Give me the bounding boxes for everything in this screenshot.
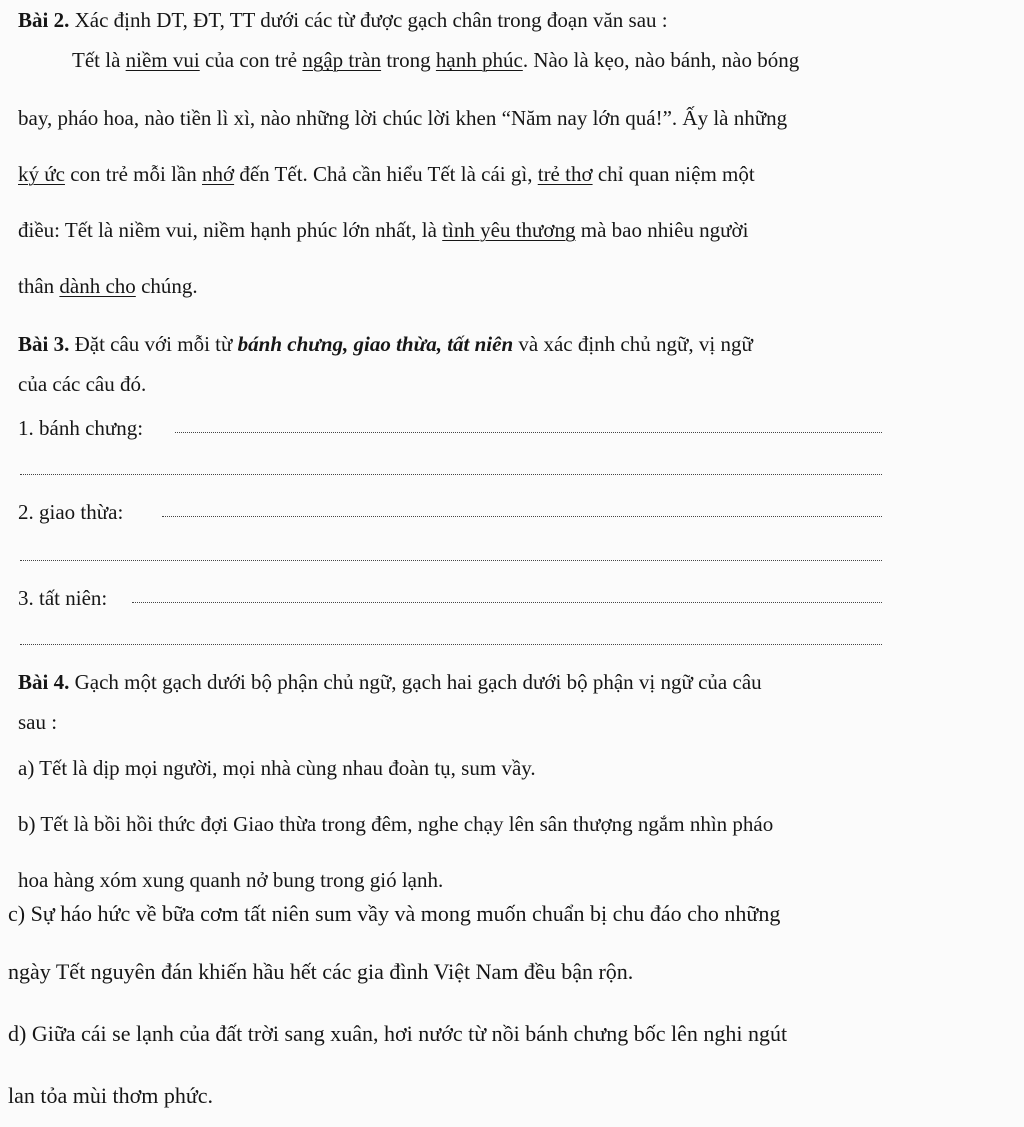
bai4-sentence-c-line-2: ngày Tết nguyên đán khiến hầu hết các gia đình Việt Nam đều bận rộn. [8, 959, 634, 984]
bai2-paragraph-line-5 [18, 272, 198, 300]
bai4-sentence-b-line-2: hoa hàng xóm xung quanh nở bung trong gió lạnh. [18, 868, 444, 892]
underlined-word: tình yêu thương [442, 218, 576, 242]
text: đến Tết. Chả cần hiểu Tết là cái gì, [234, 162, 538, 186]
item-label: 2. giao thừa: [18, 500, 124, 524]
answer-line[interactable] [175, 432, 882, 433]
bai3-words: bánh chưng, giao thừa, tất niên [237, 332, 514, 356]
answer-line[interactable] [132, 602, 882, 603]
underlined-word: niềm vui [125, 48, 200, 72]
bai2-paragraph-line-3 [18, 160, 755, 188]
text: mà bao nhiêu người [575, 218, 749, 242]
bai4-sentence-d-line-2: lan tỏa mùi thơm phức. [8, 1083, 214, 1108]
bai2-prompt: Xác định DT, ĐT, TT dưới các từ được gạch chân trong đoạn văn sau : [69, 8, 668, 32]
bai4-sentence-d-line-1: d) Giữa cái se lạnh của đất trời sang xuân, hơi nước từ nồi bánh chưng bốc lên nghi ngút [8, 1021, 788, 1046]
bai3-item-3 [18, 584, 107, 612]
answer-line[interactable] [162, 516, 882, 517]
text: con trẻ mỗi lần [64, 162, 202, 186]
bai2-heading [18, 6, 668, 34]
bai3-item-1 [18, 414, 143, 442]
item-label: 3. tất niên: [18, 586, 108, 610]
text: . Nào là kẹo, nào bánh, nào bóng [522, 48, 800, 72]
underlined-word: hạnh phúc [435, 48, 523, 72]
bai4-sentence-b-line-1: b) Tết là bồi hồi thức đợi Giao thừa trong đêm, nghe chạy lên sân thượng ngắm nhìn pháo [18, 812, 774, 836]
bai4-prompt: Gạch một gạch dưới bộ phận chủ ngữ, gạch hai gạch dưới bộ phận vị ngữ của câu [69, 670, 762, 694]
item-label: 1. bánh chưng: [18, 416, 144, 440]
text: Đặt câu với mỗi từ [69, 332, 238, 356]
text: và xác định chủ ngữ, vị ngữ [513, 332, 753, 356]
bai2-paragraph-line-1 [72, 46, 799, 74]
bai2-paragraph-line-2: bay, pháo hoa, nào tiền lì xì, nào những lời chúc lời khen “Năm nay lớn quá!”. Ấy là những [18, 106, 788, 130]
bai3-title: Bài 3. [18, 332, 70, 356]
text: chúng. [135, 274, 198, 298]
bai3-line-2: của các câu đó. [18, 372, 147, 396]
answer-line[interactable] [20, 474, 882, 475]
answer-line[interactable] [20, 560, 882, 561]
text: chỉ quan niệm một [592, 162, 755, 186]
text: trong [381, 48, 436, 72]
text: của con trẻ [199, 48, 303, 72]
underlined-word: trẻ thơ [537, 162, 593, 186]
underlined-word: ngập tràn [302, 48, 382, 72]
bai4-heading [18, 668, 762, 696]
underlined-word: dành cho [59, 274, 136, 298]
text: điều: Tết là niềm vui, niềm hạnh phúc lớn nhất, là [18, 218, 443, 242]
bai3-heading [18, 330, 753, 358]
underlined-word: ký ức [18, 162, 65, 186]
bai2-paragraph-line-4 [18, 216, 748, 244]
bai4-title: Bài 4. [18, 670, 70, 694]
bai2-title: Bài 2. [18, 8, 70, 32]
answer-line[interactable] [20, 644, 882, 645]
text: Tết là [72, 48, 126, 72]
underlined-word: nhớ [202, 162, 235, 186]
bai4-sentence-c-line-1: c) Sự háo hức về bữa cơm tất niên sum vầy và mong muốn chuẩn bị chu đáo cho những [8, 901, 781, 926]
bai3-item-2 [18, 498, 123, 526]
bai4-sentence-a: a) Tết là dịp mọi người, mọi nhà cùng nhau đoàn tụ, sum vầy. [18, 756, 536, 780]
text: thân [18, 274, 60, 298]
bai4-prompt-line-2: sau : [18, 710, 58, 734]
